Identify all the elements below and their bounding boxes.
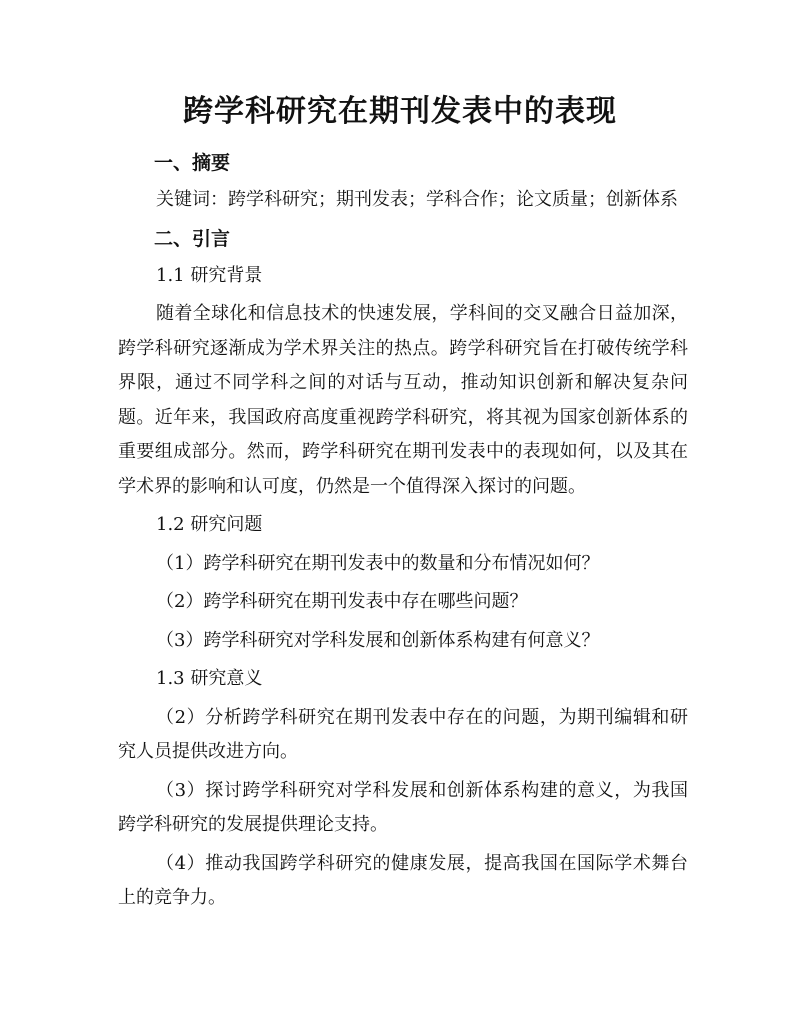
research-question-2: （2）跨学科研究在期刊发表中存在哪些问题？ — [156, 591, 528, 612]
section-1-3-heading: 1.3 研究意义 — [156, 668, 263, 689]
background-paragraph: 随着全球化和信息技术的快速发展，学科间的交叉融合日益加深，跨学科研究逐渐成为学术界关注的热点。跨学科研究旨在打破传统学科界限，通过不同学科之间的对话与互动，推动知识创新和解决复杂问题。近年来，我国政府高度重视跨学科研究，将其视为国家创新体系的重要组成部分。然而，跨学科研究在期刊发表中的表现如何，以及其在学术界的影响和认可度，仍然是一个值得深入探讨的问题。 — [118, 303, 688, 497]
significance-item-3: （3）探讨跨学科研究对学科发展和创新体系构建的意义，为我国跨学科研究的发展提供理论支持。 — [118, 779, 688, 835]
significance-item-4: （4）推动我国跨学科研究的健康发展，提高我国在国际学术舞台上的竞争力。 — [118, 852, 688, 908]
section-1-1-heading: 1.1 研究背景 — [156, 264, 263, 286]
section-1-2-heading: 1.2 研究问题 — [156, 514, 263, 535]
keywords-line: 关键词：跨学科研究；期刊发表；学科合作；论文质量；创新体系 — [156, 189, 678, 210]
document-title: 跨学科研究在期刊发表中的表现 — [183, 94, 617, 129]
research-question-1: （1）跨学科研究在期刊发表中的数量和分布情况如何？ — [156, 552, 600, 574]
research-question-3: （3）跨学科研究对学科发展和创新体系构建有何意义？ — [156, 629, 600, 651]
intro-heading: 二、引言 — [154, 227, 231, 250]
document-body — [118, 146, 688, 920]
significance-item-2: （2）分析跨学科研究在期刊发表中存在的问题，为期刊编辑和研究人员提供改进方向。 — [118, 706, 688, 762]
abstract-heading: 一、摘要 — [154, 152, 231, 174]
